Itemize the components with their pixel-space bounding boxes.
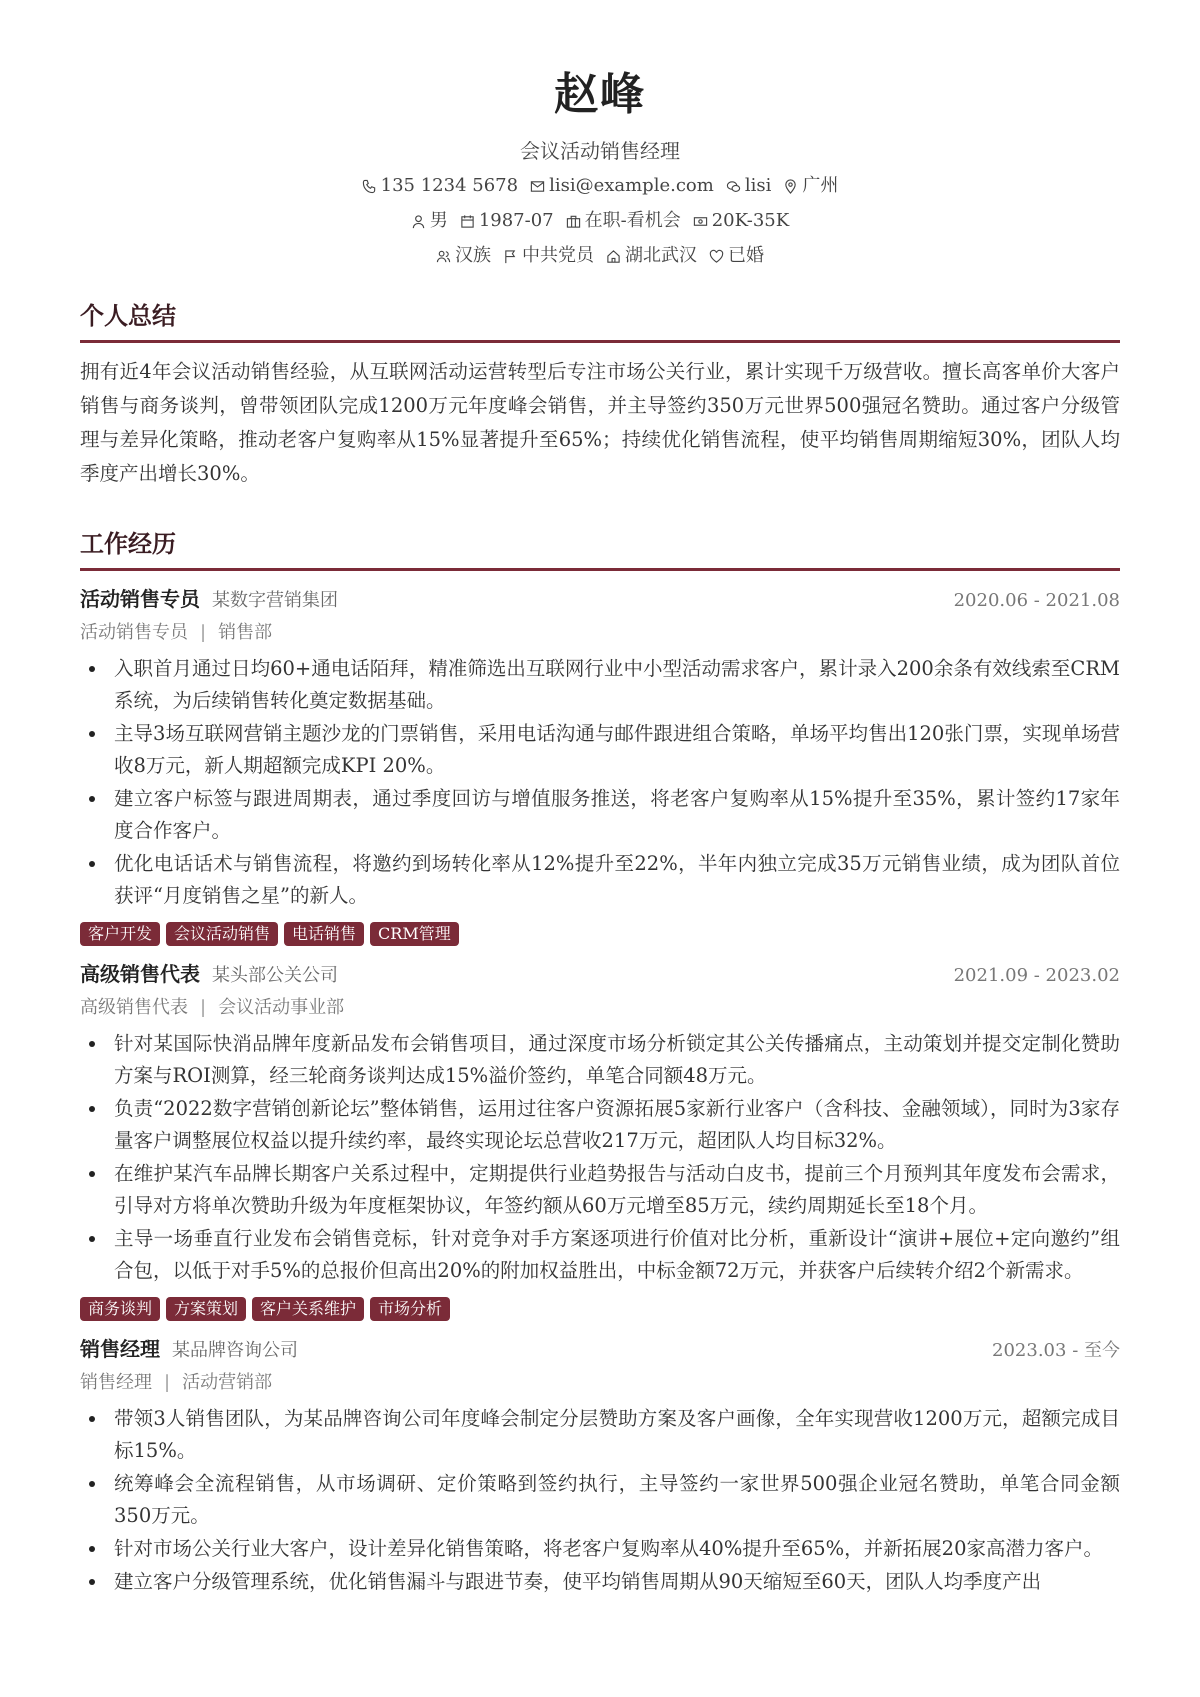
ethnicity: 汉族: [455, 245, 491, 266]
summary-text: 拥有近4年会议活动销售经验，从互联网活动运营转型后专注市场公关行业，累计实现千万级营收。擅长高客单价大客户销售与商务谈判，曾带领团队完成1200万元年度峰会销售，并主导签约350万元世界500强冠名赞助。通过客户分级管理与差异化策略，推动老客户复购率从15%显著提升至65%；持续优化销售流程，使平均销售周期缩短30%，团队人均季度产出增长30%。: [80, 360, 1120, 485]
job-date: 2021.09 - 2023.02: [953, 965, 1120, 986]
job-role: 活动销售专员: [80, 587, 200, 611]
summary-section: [80, 300, 1120, 491]
job-sub-role: 销售经理: [80, 1372, 152, 1393]
bullet-item: 建立客户分级管理系统，优化销售漏斗与跟进节奏，使平均销售周期从90天缩短至60天，团队人均季度产出: [80, 1566, 1120, 1598]
location-icon: [783, 179, 798, 194]
job-date: 2023.03 - 至今: [992, 1340, 1120, 1361]
job-entry: [80, 585, 1120, 946]
separator: |: [200, 997, 207, 1018]
city: 广州: [802, 175, 839, 196]
job-title-group: [80, 960, 338, 990]
bullet-item: 带领3人销售团队，为某品牌咨询公司年度峰会制定分层赞助方案及客户画像，全年实现营收1200万元，超额完成目标15%。: [80, 1403, 1120, 1467]
bullet-item: 建立客户标签与跟进周期表，通过季度回访与增值服务推送，将老客户复购率从15%提升至35%，累计签约17家年度合作客户。: [80, 783, 1120, 847]
skill-tag: 电话销售: [284, 922, 364, 946]
background-row: [0, 243, 1200, 269]
marital-status: 已婚: [728, 245, 764, 266]
phone-item: [362, 173, 518, 199]
bullet-item: 针对市场公关行业大客户，设计差异化销售策略，将老客户复购率从40%提升至65%，并新拓展20家高潜力客户。: [80, 1533, 1120, 1565]
skill-tag: 客户开发: [80, 922, 160, 946]
bullet-item: 入职首月通过日均60+通电话陌拜，精准筛选出互联网行业中小型活动需求客户，累计录入200余条有效线索至CRM系统，为后续销售转化奠定数据基础。: [80, 653, 1120, 717]
separator: |: [164, 1372, 171, 1393]
mail-icon: [530, 179, 545, 194]
job-subline: [80, 1369, 1120, 1397]
political-status: 中共党员: [522, 245, 594, 266]
job-role: 高级销售代表: [80, 962, 200, 986]
skill-tags: [80, 1297, 1120, 1321]
target-position: 会议活动销售经理: [520, 139, 680, 163]
bullet-item: 主导一场垂直行业发布会销售竞标，针对竞争对手方案逐项进行价值对比分析，重新设计“演讲+展位+定向邀约”组合包，以低于对手5%的总报价但高出20%的附加权益胜出，中标金额72万元，并获客户后续转介绍2个新需求。: [80, 1223, 1120, 1287]
job-subline: [80, 619, 1120, 647]
heart-icon: [709, 249, 724, 264]
job-bullets: [80, 1028, 1120, 1287]
gender-item: [411, 208, 448, 234]
birth-date: 1987-07: [478, 210, 554, 231]
phone-number: 135 1234 5678: [380, 175, 519, 196]
money-icon: [693, 214, 708, 229]
job-sub-role: 活动销售专员: [80, 622, 188, 643]
city-item: [783, 173, 838, 199]
bullet-item: 主导3场互联网营销主题沙龙的门票销售，采用电话沟通与邮件跟进组合策略，单场平均售出120张门票，实现单场营收8万元，新人期超额完成KPI 20%。: [80, 718, 1120, 782]
job-title-group: [80, 585, 338, 615]
hometown: 湖北武汉: [625, 245, 697, 266]
job-sub-role: 高级销售代表: [80, 997, 188, 1018]
job-header: [80, 1335, 1120, 1365]
job-date: 2020.06 - 2021.08: [953, 590, 1120, 611]
email-item: [530, 173, 714, 199]
wechat-item: [726, 173, 772, 199]
expected-salary: 20K-35K: [711, 210, 790, 231]
job-bullets: [80, 1403, 1120, 1598]
job-title-group: [80, 1335, 298, 1365]
birth-item: [460, 208, 554, 234]
job-department: 销售部: [218, 622, 273, 643]
bullet-item: 优化电话话术与销售流程，将邀约到场转化率从12%提升至22%，半年内独立完成35万元销售业绩，成为团队首位获评“月度销售之星”的新人。: [80, 848, 1120, 912]
job-company: 某数字营销集团: [212, 590, 338, 611]
job-role: 销售经理: [80, 1337, 160, 1361]
people-icon: [436, 249, 451, 264]
calendar-icon: [460, 214, 475, 229]
salary-item: [693, 208, 789, 234]
bullet-item: 统筹峰会全流程销售，从市场调研、定价策略到签约执行，主导签约一家世界500强企业冠名赞助，单笔合同金额350万元。: [80, 1468, 1120, 1532]
wechat-id: lisi: [744, 175, 772, 196]
briefcase-icon: [566, 214, 581, 229]
skill-tag: 方案策划: [166, 1297, 246, 1321]
skill-tag: 客户关系维护: [252, 1297, 364, 1321]
gender: 男: [429, 210, 448, 231]
status-item: [566, 208, 681, 234]
phone-icon: [362, 179, 377, 194]
job-entry: [80, 1335, 1120, 1598]
job-bullets: [80, 653, 1120, 912]
section-divider: [80, 568, 1120, 571]
skill-tag: CRM管理: [370, 922, 459, 946]
flag-icon: [503, 249, 518, 264]
personal-row: [0, 208, 1200, 234]
job-header: [80, 960, 1120, 990]
politics-item: [503, 243, 594, 269]
bullet-item: 负责“2022数字营销创新论坛”整体销售，运用过往客户资源拓展5家新行业客户（含科技、金融领域），同时为3家存量客户调整展位权益以提升续约率，最终实现论坛总营收217万元，超团队人均目标32%。: [80, 1093, 1120, 1157]
bullet-item: 在维护某汽车品牌长期客户关系过程中，定期提供行业趋势报告与活动白皮书，提前三个月预判其年度发布会需求，引导对方将单次赞助升级为年度框架协议，年签约额从60万元增至85万元，续约周期延长至18个月。: [80, 1158, 1120, 1222]
section-divider: [80, 340, 1120, 343]
job-header: [80, 585, 1120, 615]
job-subline: [80, 994, 1120, 1022]
hometown-item: [606, 243, 697, 269]
summary-heading: 个人总结: [80, 301, 176, 330]
contact-row: [0, 173, 1200, 199]
job-department: 活动营销部: [182, 1372, 273, 1393]
separator: |: [200, 622, 207, 643]
job-status: 在职-看机会: [584, 210, 681, 231]
wechat-icon: [726, 179, 741, 194]
job-company: 某品牌咨询公司: [172, 1340, 298, 1361]
skill-tag: 商务谈判: [80, 1297, 160, 1321]
resume-header: [0, 0, 1200, 269]
ethnicity-item: [436, 243, 491, 269]
email-address: lisi@example.com: [549, 175, 714, 196]
experience-heading: 工作经历: [80, 529, 176, 558]
job-entry: [80, 960, 1120, 1321]
experience-section: [80, 528, 1120, 1599]
home-icon: [606, 249, 621, 264]
job-department: 会议活动事业部: [218, 997, 345, 1018]
skill-tags: [80, 922, 1120, 946]
candidate-name: 赵峰: [554, 69, 646, 120]
marital-item: [709, 243, 764, 269]
bullet-item: 针对某国际快消品牌年度新品发布会销售项目，通过深度市场分析锁定其公关传播痛点，主动策划并提交定制化赞助方案与ROI测算，经三轮商务谈判达成15%溢价签约，单笔合同额48万元。: [80, 1028, 1120, 1092]
job-company: 某头部公关公司: [212, 965, 338, 986]
user-icon: [411, 214, 426, 229]
skill-tag: 市场分析: [370, 1297, 450, 1321]
skill-tag: 会议活动销售: [166, 922, 278, 946]
